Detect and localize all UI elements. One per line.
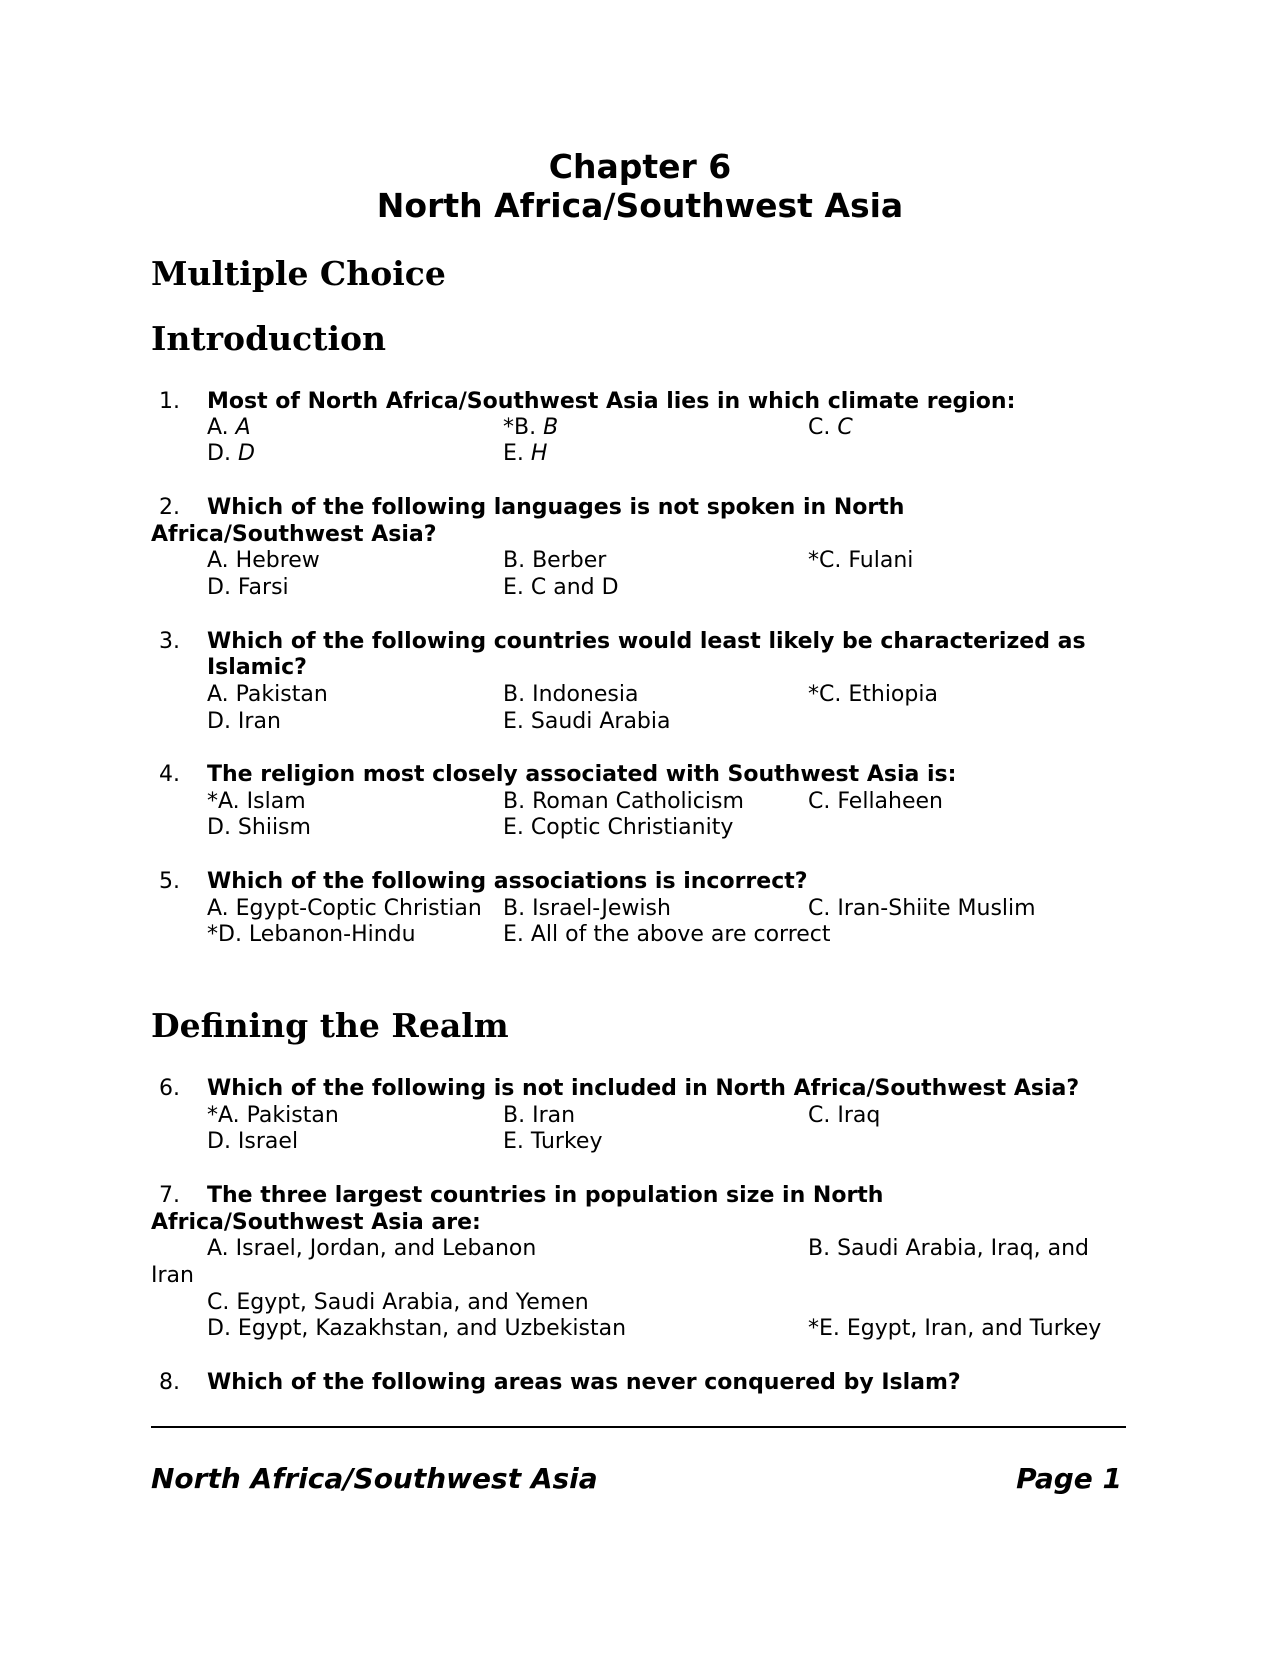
answer-a: *A. Pakistan xyxy=(207,1103,339,1128)
answer-e: E. Saudi Arabia xyxy=(503,709,671,734)
answer-d: D. Iran xyxy=(207,709,281,734)
chapter-subtitle: North Africa/Southwest Asia xyxy=(376,186,904,225)
question-number: 5. xyxy=(159,869,180,894)
section-defining-the-realm: Defining the Realm xyxy=(151,1006,509,1045)
answer-e: E. H xyxy=(503,441,548,466)
answer-d: D. Shiism xyxy=(207,815,311,840)
answer-b: *B. B xyxy=(503,415,559,440)
answer-a: A. Israel, Jordan, and Lebanon xyxy=(207,1236,537,1261)
footer-page-number: Page 1 xyxy=(1016,1462,1122,1495)
answer-c: C. Egypt, Saudi Arabia, and Yemen xyxy=(207,1290,589,1315)
question-text-line1: Which of the following languages is not spoken in North xyxy=(207,495,905,520)
answer-c: *C. Fulani xyxy=(808,548,914,573)
question-text: Which of the following areas was never conquered by Islam? xyxy=(207,1370,961,1395)
answer-d: D. Israel xyxy=(207,1129,299,1154)
footer-title: North Africa/Southwest Asia xyxy=(151,1462,598,1495)
chapter-title: Chapter 6 xyxy=(548,147,732,186)
answer-b: B. Indonesia xyxy=(503,682,639,707)
question-text-line2: Africa/Southwest Asia are: xyxy=(151,1210,481,1235)
footer-divider xyxy=(151,1426,1126,1428)
section-introduction: Introduction xyxy=(151,319,387,358)
answer-e: *E. Egypt, Iran, and Turkey xyxy=(808,1316,1102,1341)
question-text: Which of the following is not included in North Africa/Southwest Asia? xyxy=(207,1076,1080,1101)
answer-e: E. All of the above are correct xyxy=(503,922,831,947)
question-number: 4. xyxy=(159,762,180,787)
answer-a: A. Egypt-Coptic Christian xyxy=(207,896,482,921)
question-number: 2. xyxy=(159,495,180,520)
answer-e: E. C and D xyxy=(503,575,619,600)
question-text-line2: Africa/Southwest Asia? xyxy=(151,522,437,547)
answer-b: B. Israel-Jewish xyxy=(503,896,671,921)
answer-d: *D. Lebanon-Hindu xyxy=(207,922,416,947)
answer-a: A. Hebrew xyxy=(207,548,320,573)
answer-e: E. Coptic Christianity xyxy=(503,815,734,840)
answer-d: D. D xyxy=(207,441,255,466)
question-number: 7. xyxy=(159,1183,180,1208)
answer-e: E. Turkey xyxy=(503,1129,603,1154)
answer-b-line1: B. Saudi Arabia, Iraq, and xyxy=(808,1236,1090,1261)
answer-d: D. Farsi xyxy=(207,575,289,600)
section-multiple-choice: Multiple Choice xyxy=(151,254,446,293)
answer-b: B. Iran xyxy=(503,1103,576,1128)
question-text: Most of North Africa/Southwest Asia lies in which climate region: xyxy=(207,389,1016,414)
question-text-line1: Which of the following countries would least likely be characterized as xyxy=(207,629,1086,654)
question-number: 3. xyxy=(159,629,180,654)
answer-b-line2: Iran xyxy=(151,1263,194,1288)
question-text: Which of the following associations is incorrect? xyxy=(207,869,808,894)
question-text: The religion most closely associated with Southwest Asia is: xyxy=(207,762,957,787)
answer-b: B. Berber xyxy=(503,548,607,573)
question-number: 1. xyxy=(159,389,180,414)
question-number: 8. xyxy=(159,1370,180,1395)
answer-a: A. A xyxy=(207,415,251,440)
answer-d: D. Egypt, Kazakhstan, and Uzbekistan xyxy=(207,1316,627,1341)
answer-a: A. Pakistan xyxy=(207,682,328,707)
answer-c: C. Iran-Shiite Muslim xyxy=(808,896,1036,921)
answer-c: *C. Ethiopia xyxy=(808,682,938,707)
answer-c: C. Fellaheen xyxy=(808,789,943,814)
answer-c: C. C xyxy=(808,415,853,440)
answer-b: B. Roman Catholicism xyxy=(503,789,744,814)
question-text-line1: The three largest countries in population size in North xyxy=(207,1183,884,1208)
answer-a: *A. Islam xyxy=(207,789,306,814)
answer-c: C. Iraq xyxy=(808,1103,881,1128)
question-number: 6. xyxy=(159,1076,180,1101)
question-text-line2: Islamic? xyxy=(207,655,307,680)
